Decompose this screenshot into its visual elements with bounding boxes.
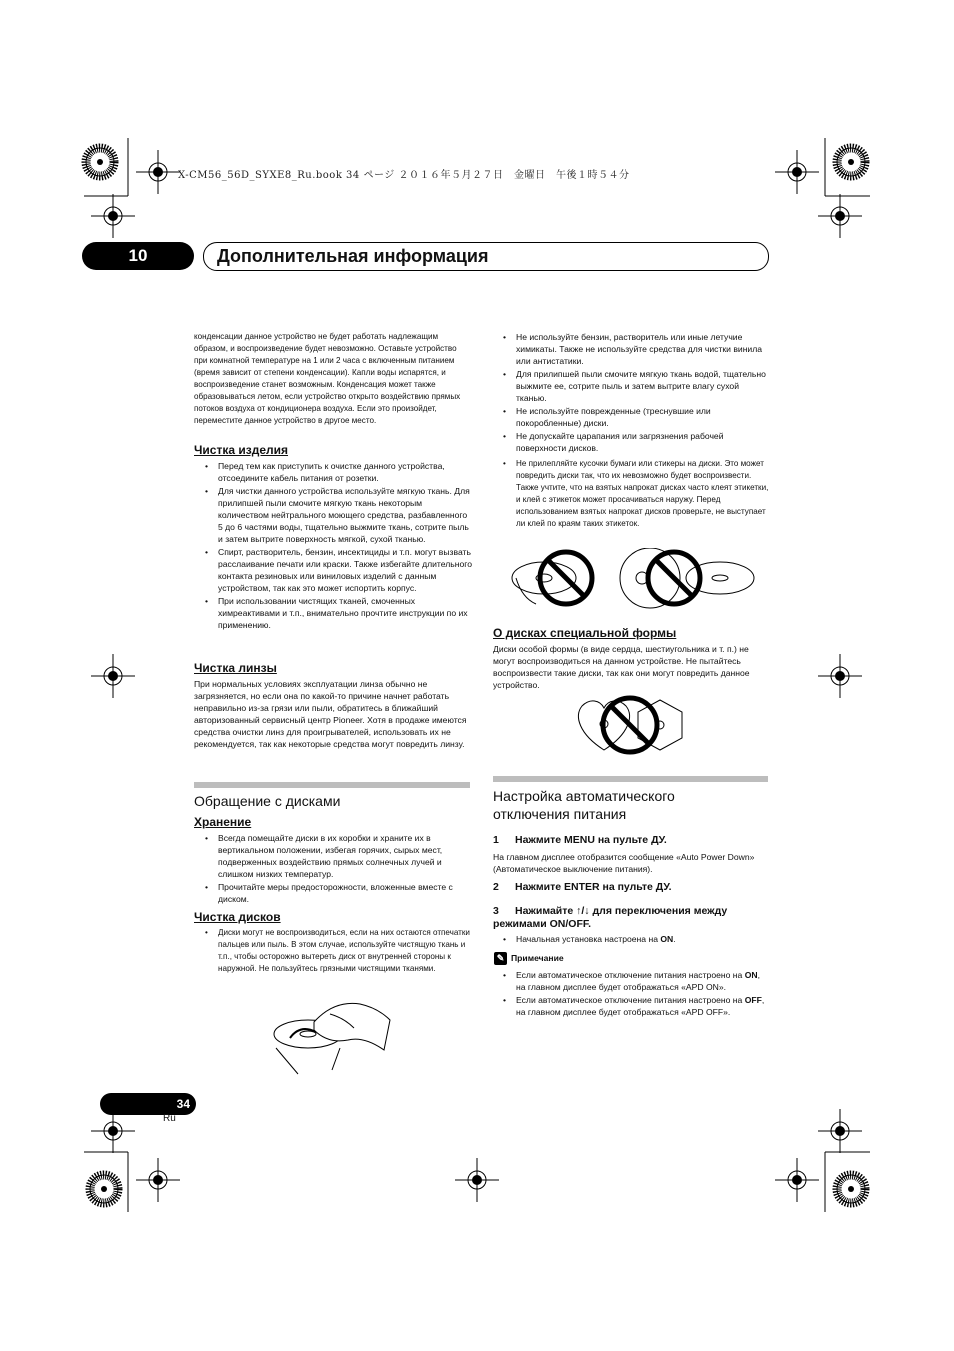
cleaning-lens-paragraph: При нормальных условиях эксплуатации линза обычно не загрязняется, но если она по какой-то причине начнет работать неправильно из-за грязи или пыли, обратитесь в ближайший авторизованный сервисный центр Pioneer. Хотя в продаже имеются средства очистки линз для проигрывателей, использовать их не рекомендуется, так как некоторые средства могут повредить линзу. — [194, 679, 467, 749]
pencil-note-icon: ✎ — [494, 952, 507, 965]
disc-cleaning-list — [196, 927, 472, 976]
list-item: • Всегда помещайте диски в их коробки и храните их в вертикальном положении, избегая горячих, сырых мест, подверженных воздействию прямых солнечных лучей и слишком низких температур. — [196, 832, 472, 880]
storage-heading: Хранение — [194, 815, 252, 829]
intro-paragraph: конденсации данное устройство не будет работать надлежащим образом, и воспроизведение будет невозможно. Оставьте устройство при комнатной температуре на 1 или 2 часа с включенным питанием (время зависит от степени конденсации). Капли воды испарятся, и воспроизведение станет возможным. Конденсация может также образовываться летом, если устройство открыто воздействию прямых потоков воздуха от кондиционера воздуха. Если это произойдет, переместите данное устройство в другое место. — [194, 332, 461, 425]
step-text: Нажмите MENU на пульте ДУ. — [515, 834, 667, 846]
chapter-number: 10 — [128, 246, 148, 265]
step-text: Нажмите ENTER на пульте ДУ. — [515, 881, 672, 893]
list-item: • Если автоматическое отключение питания настроено на ON, на главном дисплее будет отображаться «APD ON». — [494, 969, 770, 993]
page-language: Ru — [163, 1113, 176, 1124]
step-number: 3 — [493, 905, 499, 917]
list-item: • Если автоматическое отключение питания настроено на OFF, на главном дисплее будет отображаться «APD OFF». — [494, 994, 770, 1018]
sticker-warning-list — [494, 458, 770, 531]
disc-wiping-illustration — [270, 992, 395, 1077]
special-discs-paragraph: Диски особой формы (в виде сердца, шестиугольника и т. п.) не могут воспроизводиться на данном устройстве. Не пытайтесь воспроизвести такие диски, так как они могут повредить данное устройство. — [493, 644, 750, 690]
list-item: • Прочитайте меры предосторожности, вложенные вместе с диском. — [196, 881, 472, 905]
disc-cleaning-heading: Чистка дисков — [194, 910, 281, 924]
cleaning-product-list — [196, 460, 472, 632]
section-bar — [493, 776, 768, 782]
no-special-shape-discs-illustration — [574, 694, 688, 756]
apd-heading: Настройка автоматического отключения питания — [493, 788, 675, 822]
list-item: • Не прилепляйте кусочки бумаги или стикеры на диски. Это может повредить диски так, что их невозможно будет воспроизвести. Также учтите, что на взятых напрокат дисках часто клеят этикетки, и клей с этикеток может просачиваться наружу. Перед использованием взятых напрокат дисков проверьте, не выступает ли клей по краям таких этикеток. — [494, 458, 770, 530]
storage-list — [196, 832, 472, 906]
list-item: • Не используйте поврежденные (треснувшие или покоробленные) диски. — [494, 405, 770, 429]
default-setting-list — [494, 933, 770, 946]
step-number: 1 — [493, 834, 499, 846]
special-discs-heading: О дисках специальной формы — [493, 626, 677, 640]
step-2 — [493, 881, 671, 894]
list-item: • Перед тем как приступить к очистке данного устройства, отсоедините кабель питания от розетки. — [196, 460, 472, 484]
print-header: X-CM56_56D_SYXE8_Ru.book 34 ページ ２０１６年５月２７日 金曜日 午後１時５４分 — [178, 170, 630, 181]
cleaning-lens-heading: Чистка линзы — [194, 661, 277, 675]
list-item: • Не используйте бензин, растворитель или иные летучие химикаты. Также не используйте средства для чистки винила или антистатики. — [494, 331, 770, 367]
discs-heading: Обращение с дисками — [194, 793, 341, 809]
list-item: • Для чистки данного устройства используйте мягкую ткань. Для прилипшей пыли смочите мягкую ткань некоторым количеством нейтрального моющего средства, разбавленного 5 до 6 частями воды, тщательно выжмите ткань, сотрите пыль и затем вытрите поверхность мягкой, сухой тканью. — [196, 485, 472, 545]
note-header: ✎ Примечание — [494, 951, 564, 965]
note-list — [494, 969, 770, 1019]
list-item: • При использовании чистящих тканей, смоченных химреактивами и т.п., внимательно прочтите инструкции по их применению. — [196, 595, 472, 631]
list-item: • Спирт, растворитель, бензин, инсектициды и т.п. могут вызвать расслаивание печати или краски. Также избегайте длительного контакта резиновых или виниловых изделий с данным устройством, так как это может испортить корпус. — [196, 546, 472, 594]
step-1-description: На главном дисплее отобразится сообщение «Auto Power Down» (Автоматическое выключение питания). — [493, 852, 755, 874]
list-item: • Не допускайте царапания или загрязнения рабочей поверхности дисков. — [494, 430, 770, 454]
step-3 — [493, 905, 773, 931]
list-item: • Для прилипшей пыли смочите мягкую ткань водой, тщательно выжмите ее, сотрите пыль и затем вытрите влагу сухой тканью. — [494, 368, 770, 404]
page-number: 34 — [176, 1097, 190, 1111]
list-item: • Начальная установка настроена на ON. — [494, 933, 770, 945]
no-stickers-illustration — [504, 548, 760, 610]
chapter-title: Дополнительная информация — [217, 246, 489, 266]
cleaning-product-heading: Чистка изделия — [194, 443, 289, 457]
section-bar — [194, 782, 470, 788]
list-item: • Диски могут не воспроизводиться, если на них остаются отпечатки пальцев или пыль. В этом случае, используйте чистящую ткань и т.п., чтобы осторожно вытереть диск от внутренней стороны к наружной. Не пользуйтесь грязными чистящими тканями. — [196, 927, 472, 975]
step-1 — [493, 834, 667, 847]
step-number: 2 — [493, 881, 499, 893]
step-text: Нажимайте ↑/↓ для переключения между режимами ON/OFF. — [493, 905, 728, 930]
disc-care-list — [494, 331, 770, 455]
